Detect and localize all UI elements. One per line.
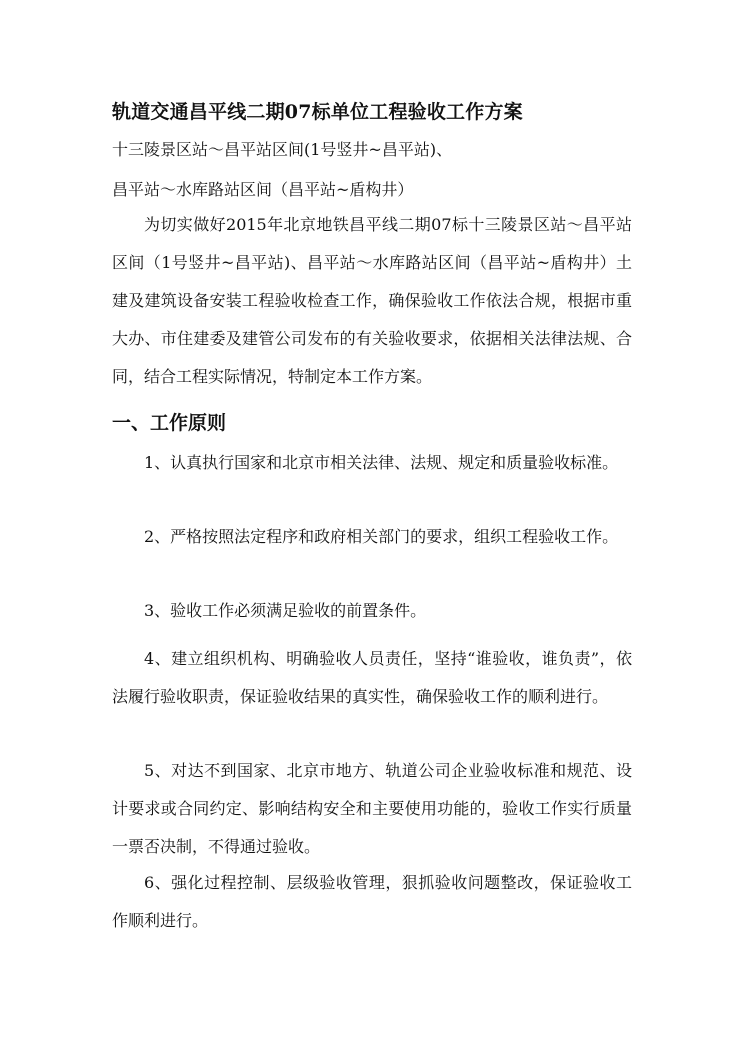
intro-paragraph: 为切实做好2015年北京地铁昌平线二期07标十三陵景区站～昌平站区间（1号竖井~昌平站)、昌平站～水库路站区间（昌平站~盾构井）土建及建筑设备安装工程验收检查工作，确保验收工作依法合规，根据市重大办、市住建委及建管公司发布的有关验收要求，依据相关法律法规、合同，结合工程实际情况，特制定本工作方案。 [112,215,632,386]
document-subtitle-line2: 昌平站～水库路站区间（昌平站~盾构井） [112,180,414,199]
principle-item-5: 5、对达不到国家、北京市地方、轨道公司企业验收标准和规范、设计要求或合同约定、影响结构安全和主要使用功能的，验收工作实行质量一票否决制，不得通过验收。 [112,761,632,856]
section-heading-work-principles: 一、工作原则 [112,412,227,434]
principle-item-6: 6、强化过程控制、层级验收管理，狠抓验收问题整改，保证验收工作顺利进行。 [112,873,632,930]
principle-item-2: 2、严格按照法定程序和政府相关部门的要求，组织工程验收工作。 [144,527,619,546]
document-subtitle-line1: 十三陵景区站～昌平站区间(1号竖井~昌平站)、 [112,140,453,159]
document-title: 轨道交通昌平线二期07标单位工程验收工作方案 [112,101,523,123]
principle-item-4: 4、建立组织机构、明确验收人员责任，坚持“谁验收，谁负责”，依法履行验收职责，保证验收结果的真实性，确保验收工作的顺利进行。 [112,649,632,706]
principle-item-1: 1、认真执行国家和北京市相关法律、法规、规定和质量验收标准。 [144,453,619,472]
principle-item-3: 3、验收工作必须满足验收的前置条件。 [144,601,427,620]
